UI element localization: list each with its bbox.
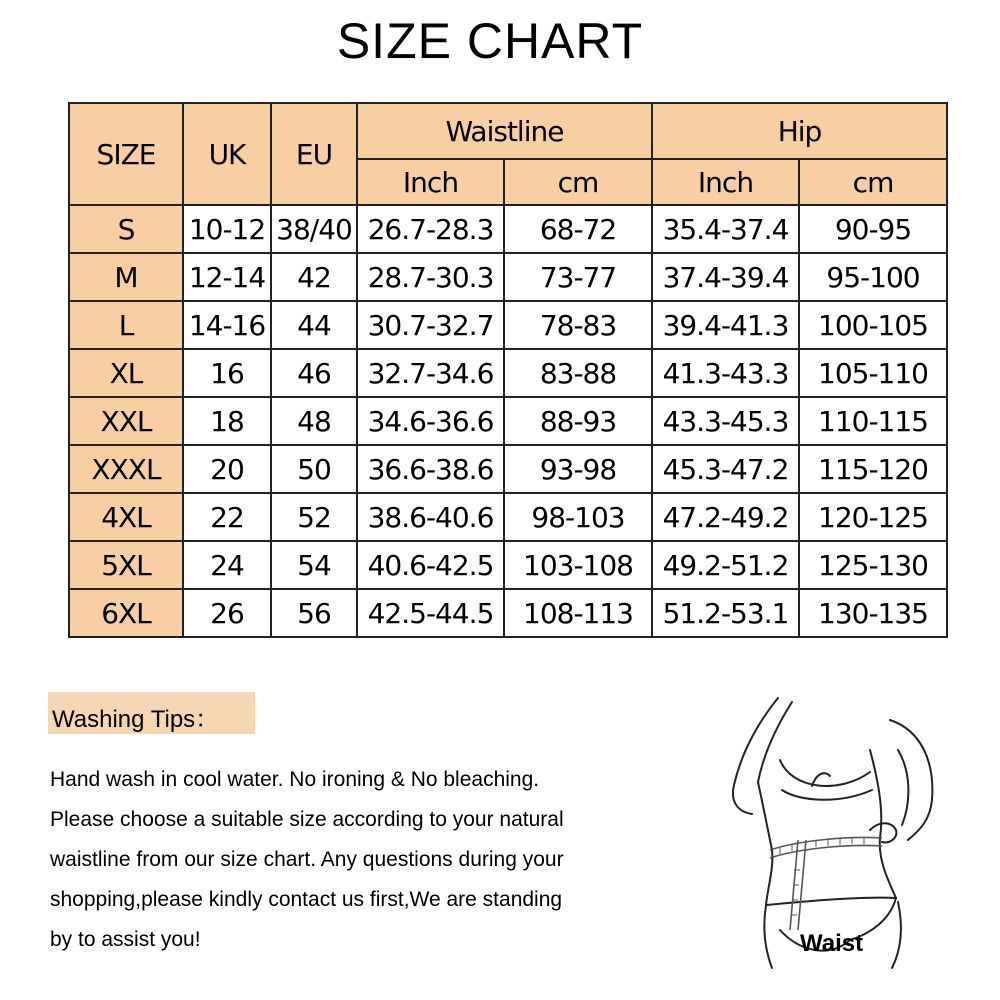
tips-line: by to assist you! <box>50 928 201 951</box>
waist-inch-cell: 42.5-44.5 <box>357 589 504 637</box>
table-row <box>69 397 947 445</box>
header-waist-cm: cm <box>504 159 652 205</box>
hip-inch-cell: 41.3-43.3 <box>652 349 799 397</box>
header-size: SIZE <box>69 103 183 205</box>
waist-measure-icon <box>720 690 950 970</box>
uk-cell: 10-12 <box>183 205 271 253</box>
hip-cm-cell: 130-135 <box>799 589 947 637</box>
size-cell: XXXL <box>69 445 183 493</box>
table-row <box>69 253 947 301</box>
waist-cm-cell: 88-93 <box>504 397 652 445</box>
size-cell: M <box>69 253 183 301</box>
size-cell: XXL <box>69 397 183 445</box>
uk-cell: 22 <box>183 493 271 541</box>
uk-cell: 26 <box>183 589 271 637</box>
table-row <box>69 493 947 541</box>
uk-cell: 18 <box>183 397 271 445</box>
washing-tips-text <box>50 760 650 960</box>
tips-line: waistline from our size chart. Any questions during your <box>50 848 564 871</box>
waist-inch-cell: 32.7-34.6 <box>357 349 504 397</box>
washing-tips-badge <box>48 692 255 734</box>
hip-inch-cell: 47.2-49.2 <box>652 493 799 541</box>
header-eu: EU <box>271 103 357 205</box>
eu-cell: 48 <box>271 397 357 445</box>
hip-cm-cell: 125-130 <box>799 541 947 589</box>
waist-inch-cell: 38.6-40.6 <box>357 493 504 541</box>
size-cell: 4XL <box>69 493 183 541</box>
eu-cell: 42 <box>271 253 357 301</box>
size-cell: 6XL <box>69 589 183 637</box>
hip-inch-cell: 35.4-37.4 <box>652 205 799 253</box>
hip-cm-cell: 100-105 <box>799 301 947 349</box>
waist-cm-cell: 103-108 <box>504 541 652 589</box>
hip-inch-cell: 43.3-45.3 <box>652 397 799 445</box>
uk-cell: 12-14 <box>183 253 271 301</box>
header-waist-inch: Inch <box>357 159 504 205</box>
uk-cell: 20 <box>183 445 271 493</box>
header-waistline: Waistline <box>357 103 652 159</box>
waist-cm-cell: 98-103 <box>504 493 652 541</box>
waist-inch-cell: 36.6-38.6 <box>357 445 504 493</box>
header-hip: Hip <box>652 103 947 159</box>
waist-inch-cell: 40.6-42.5 <box>357 541 504 589</box>
table-row <box>69 541 947 589</box>
size-cell: XL <box>69 349 183 397</box>
eu-cell: 56 <box>271 589 357 637</box>
size-chart-table <box>68 102 948 638</box>
hip-inch-cell: 39.4-41.3 <box>652 301 799 349</box>
hip-inch-cell: 37.4-39.4 <box>652 253 799 301</box>
waist-label: Waist <box>800 930 864 957</box>
header-hip-cm: cm <box>799 159 947 205</box>
size-cell: S <box>69 205 183 253</box>
table-row <box>69 301 947 349</box>
waist-cm-cell: 83-88 <box>504 349 652 397</box>
tips-line: Please choose a suitable size according to your natural <box>50 808 564 831</box>
uk-cell: 24 <box>183 541 271 589</box>
table-row <box>69 445 947 493</box>
hip-inch-cell: 51.2-53.1 <box>652 589 799 637</box>
hip-cm-cell: 90-95 <box>799 205 947 253</box>
uk-cell: 14-16 <box>183 301 271 349</box>
size-cell: 5XL <box>69 541 183 589</box>
hip-cm-cell: 95-100 <box>799 253 947 301</box>
waist-inch-cell: 30.7-32.7 <box>357 301 504 349</box>
waist-cm-cell: 108-113 <box>504 589 652 637</box>
hip-cm-cell: 105-110 <box>799 349 947 397</box>
header-hip-inch: Inch <box>652 159 799 205</box>
waist-cm-cell: 68-72 <box>504 205 652 253</box>
size-cell: L <box>69 301 183 349</box>
washing-tips-label: Washing Tips： <box>52 706 220 733</box>
hip-inch-cell: 49.2-51.2 <box>652 541 799 589</box>
uk-cell: 16 <box>183 349 271 397</box>
waist-cm-cell: 93-98 <box>504 445 652 493</box>
table-row <box>69 589 947 637</box>
header-uk: UK <box>183 103 271 205</box>
waist-cm-cell: 73-77 <box>504 253 652 301</box>
eu-cell: 50 <box>271 445 357 493</box>
waist-inch-cell: 28.7-30.3 <box>357 253 504 301</box>
tips-line: Hand wash in cool water. No ironing & No bleaching. <box>50 768 540 791</box>
waist-cm-cell: 78-83 <box>504 301 652 349</box>
page-title: SIZE CHART <box>336 13 644 69</box>
eu-cell: 44 <box>271 301 357 349</box>
waist-inch-cell: 26.7-28.3 <box>357 205 504 253</box>
hip-cm-cell: 115-120 <box>799 445 947 493</box>
tips-line: shopping,please kindly contact us first,We are standing <box>50 888 563 911</box>
eu-cell: 52 <box>271 493 357 541</box>
eu-cell: 38/40 <box>271 205 357 253</box>
eu-cell: 46 <box>271 349 357 397</box>
table-row <box>69 349 947 397</box>
eu-cell: 54 <box>271 541 357 589</box>
hip-cm-cell: 120-125 <box>799 493 947 541</box>
hip-cm-cell: 110-115 <box>799 397 947 445</box>
waist-inch-cell: 34.6-36.6 <box>357 397 504 445</box>
hip-inch-cell: 45.3-47.2 <box>652 445 799 493</box>
table-row <box>69 205 947 253</box>
